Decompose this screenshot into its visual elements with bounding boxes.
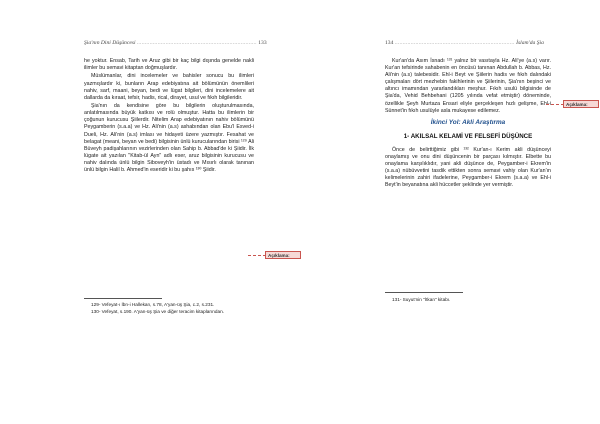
right-page-body [385, 58, 551, 191]
right-footnote-131: 131- Suyut'nin "İtkan" kitabı. [392, 297, 451, 302]
right-footnote-rule [385, 292, 463, 293]
section-heading: İkinci Yol: Akli Araştırma [430, 118, 506, 126]
left-footnote-129: 129- Vefeyat-ı İbn-i Hallekan, s.78, A'yan-üş Şia, c.2, s.231. [91, 302, 215, 307]
right-comment-box[interactable] [563, 100, 599, 108]
right-comment-label: Açıklama: [566, 102, 588, 107]
left-footnotes [84, 302, 254, 315]
left-paragraph-2: Müslümanlar, dini incelemeler ve bahisler sonucu bu ilimleri yazmışlardır ki, bunların Arap edebiyatına ait bölümünün önemlileri nahiv, sarf, maani, beyan, bedi ve lügat bilgileri, dini incelemelere ait dallarda da kıraat, tefsir, hadis, rical, dirayet, usul ve fıkıh bilgileridir. [84, 73, 254, 101]
left-page-body [84, 58, 254, 175]
left-footnote-130: 130- Vefeyat, s.190. A'yan-üş Şia ve diğer teracim kitaplarından. [91, 308, 225, 314]
right-paragraph-2: Önce de belirttiğimiz gibi ¹³² Kur'an-ı Kerim akli düşünceyi onaylamış ve onu dini düşüncenin bir parçası kılmıştır. Elbette bu onaylama karşılıklıdır, yani akli düşünce de, Peygamber-i Ekrem'in (s.a.a) nübüvvetini tasdik ettikten sonra semavi vahiy olan Kur'an'ın kelimelerinin zahiri ifadelerine, Peygamber-i Ekrem (s.a.a) ve Ehl-i Beyt'in beyanatına akli hüccetler şeklinde yer vermiştir. [385, 146, 551, 189]
left-page-header [84, 40, 267, 50]
left-paragraph-1: he yoktur. Ensab, Tarih ve Aruz gibi bir kaç bilgi dışında genelde nakli ilimler bu semavi kitaptan doğmuşlardır. [84, 58, 254, 72]
left-comment-box[interactable] [265, 251, 301, 259]
subsection-heading: 1- AKILSAL KELAMİ VE FELSEFİ DÜŞÜNCE [403, 132, 533, 140]
left-header-dots: ........................................................................... [136, 40, 257, 46]
left-header-title: Şia'nın Dini Düşüncesi [84, 40, 136, 46]
right-header-title: İslam'da Şia [516, 40, 544, 46]
left-comment-connector [248, 255, 266, 256]
right-footnotes [385, 297, 551, 304]
right-comment-connector [546, 104, 564, 105]
left-page-number: 133 [258, 40, 267, 46]
left-footnote-rule [84, 298, 162, 299]
right-paragraph-1: Kur'an'da Asım İsnadı ¹³¹ yalnız bir vasıtayla Hz. Ali'ye (a.s) varır. Kur'an tefsirinde sahabenin en öncüsü tanınan Abdullah b. Abbas, Hz. Ali'nin (a.s) talebesidir. Ehl-i Beyt ve Şiilerin hadis ve fıkıh dalındaki çalışmaları dört mezhebin fakihlerinin ve Şiilerinin, Şia'nın beşinci ve altıncı imamından yararlandıkları meşhur. Fıkıh usulü bilgisinde de Şia'da, Vehid Behbehani (1205 yılında vefat etmiştir) döneminde, özellikle Şeyh Murtaza Ensari eliyle gerçekleşen hızlı gelişme, Ehl-i Sünnet'in fıkıh usulüyle asla mukayese edilemez. [385, 58, 551, 114]
left-paragraph-3: Şia'nın da kendisine göre bu bilgilerin oluşturulmasında, anlatılmasında büyük katkısı ve rolü olmuştur. Hatta bu ilimlerin bir çoğunun kurucusu Şiilerdir. Nitelim Arap edebiyatının nahiv bölümünü Peygamberin (s.a.a) ve Hz. Ali'nin (a.s) ashabından olan Ebu'l Esved-i Dueli, Hz. Ali'nin (a.s) imlası ve hidayeti üzere yazmıştır. Fesahat ve belagat (meani, beyan ve bedi) bilgisinin ünlü kurucularından birisi ¹²⁹ Ali Büveyh padişahlarının vezirlerinden olan Sahip b. Abbad'de ki Şiidir. İlk lügate ait yazılan "Kitab-ül Ayn" adlı eser, aruz bilgisinin kurucusu ve nahiv dalında ünlü bilgin Siboveyh'in üstadı ve Mısırlı olarak tanınan ünlü bilgin Halil b. Ahmed'in eseridir ki bu şahıs ¹³⁰ Şiidir. [84, 103, 254, 173]
left-comment-label: Açıklama: [268, 253, 290, 258]
right-page-header [385, 40, 551, 50]
right-page-number: 134 [385, 40, 394, 46]
right-header-dots: ........................................................................... [394, 40, 515, 46]
